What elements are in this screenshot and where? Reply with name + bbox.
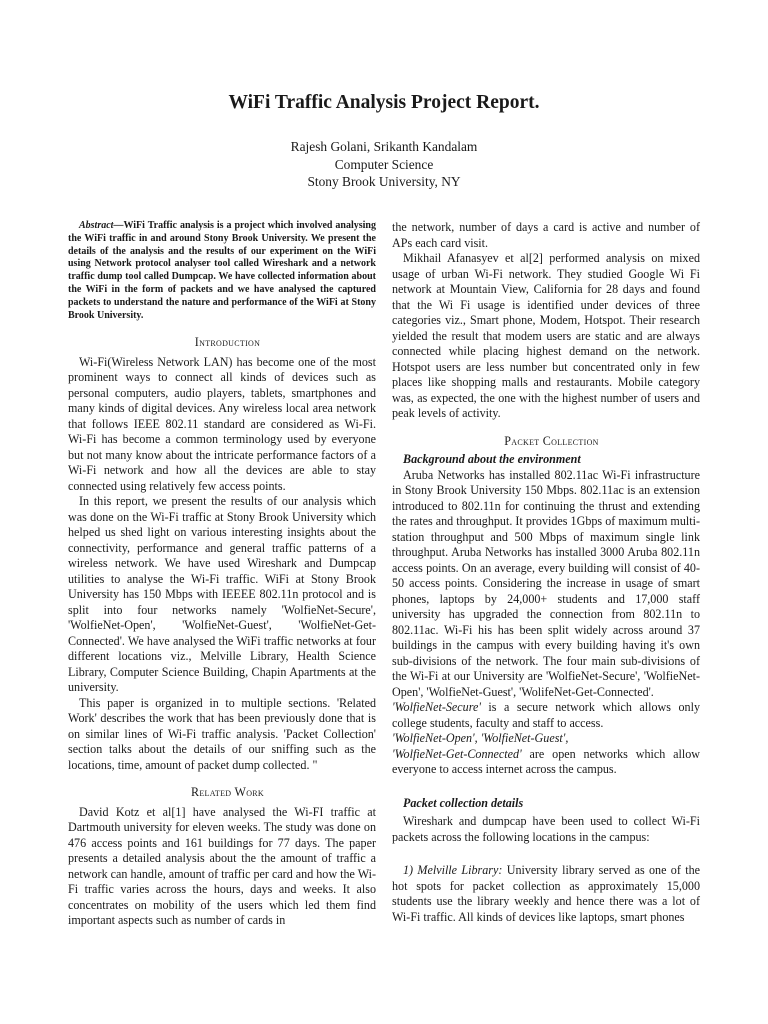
open-network-description (392, 747, 700, 778)
intro-paragraph-1: Wi-Fi(Wireless Network LAN) has become one of the most prominent ways to connect all kinds of devices such as personal computers, audio players, tablets, smartphones and many kinds of digital devices. Any wireless local area network that follows IEEE 802.11 standard are considered as Wi-Fi. Wi-Fi has become a common terminology used by everyone but not many know about the intricate performance factors of a Wi-Fi network and how all the devices are able to stay connected using relatively few access points. (68, 354, 376, 493)
author-names: Rajesh Golani, Srikanth Kandalam (290, 139, 478, 154)
section-heading-introduction: Introduction (194, 335, 261, 350)
subsection-heading-collection-details: Packet collection details (403, 795, 524, 810)
abstract-text: WiFi Traffic analysis is a project which involved analysing the WiFi traffic in and around Stony Brook University. We present the details of the analysis and the results of our experiment on the WiFi using Network protocol analyser tool called Wireshark and a network traffic dump tool called Dumpcap. We have collected information about the WiFi in the form of packets and we have analysed the captured packets to understand the nature and performance of the WiFi at Stony Brook University. (68, 220, 376, 321)
section-heading-related-work: Related Work (191, 785, 264, 800)
secure-network-text: is a secure network which allows only college students, faculty and staff to access. (392, 700, 700, 730)
abstract-label: Abstract— (79, 220, 124, 231)
section-heading-packet-collection: Packet Collection (504, 433, 599, 448)
intro-paragraph-3: This paper is organized in to multiple sections. 'Related Work' describes the work that has been previously done that is on similar lines of Wi-Fi traffic analysis. 'Packet Collection' section talks about the details of our sniffing such as the locations, time, amount of packet dump collected. " (68, 695, 376, 772)
author-institution: Stony Brook University, NY (307, 174, 461, 189)
paper-title: WiFi Traffic Analysis Project Report. (228, 92, 540, 113)
location-item-1 (392, 863, 700, 925)
intro-paragraph-2: In this report, we present the results of our analysis which was done on the Wi-Fi traffic at Stony Brook University which helped us shed light on various interesting insights about the connectivity, performance and general traffic patterns of a wireless network. We have used Wireshark and Dumpcap utilities to analyse the Wi-Fi traffic. WiFi at Stony Brook University has 150 Mbps with IEEEE 802.11n protocol and is split into four networks namely 'WolfieNet-Secure', 'WolfieNet-Open', 'WolfieNet-Guest', 'WolfieNet-Get-Connected'. We have analysed the WiFi traffic networks at four different locations viz., Melville Library, Health Science Library, Computer Science Building, Chapin Apartments at the university. (68, 494, 376, 695)
left-column (68, 220, 376, 929)
open-network-names-1: 'WolfieNet-Open', 'WolfieNet-Guest', (392, 731, 569, 745)
location-item-1-text: University library served as one of the hot spots for packet collection as approximately 15,000 students use the library weekly and hence there was a lot of Wi-Fi traffic. All kinds of devices like laptops, smart phones (392, 863, 700, 924)
collection-details-paragraph: Wireshark and dumpcap have been used to collect Wi-Fi packets across the following locations in the campus: (392, 814, 700, 844)
location-item-1-label: Melville Library: (417, 863, 503, 877)
right-column (392, 220, 700, 925)
open-network-text: are open networks which allow everyone to access internet across the campus. (392, 746, 700, 776)
location-item-1-number: 1) (403, 863, 414, 877)
secure-network-name: 'WolfieNet-Secure' (392, 700, 481, 714)
related-work-paragraph-1: David Kotz et al[1] have analysed the Wi-FI traffic at Dartmouth university for eleven weeks. The study was done on 476 access points and 161 buildings for 77 days. The paper presents a detailed analysis about the the amount of traffic a network can handle, amount of traffic per card and how the Wi-Fi traffic varies across the hours, days and weeks. It also concentrates on mobility of the users which led them find important aspects such as number of cards in (68, 804, 377, 928)
subsection-heading-environment: Background about the environment (403, 452, 581, 466)
related-work-paragraph-1-continued: the network, number of days a card is active and number of APs each card visit. (392, 220, 700, 250)
open-network-names-line (392, 731, 700, 747)
environment-paragraph: Aruba Networks has installed 802.11ac Wi-Fi infrastructure in Stony Brook University 150 Mbps. 802.11ac is an extension introduced to 802.11n for continuing the thrust and extending the rates and throughput. It provides 1Gbps of maximum multi-station throughput and 500 Mbps of maximum single link throughput. Aruba Networks has installed 3000 Aruba 802.11n access points. On an average, every building will consist of 40-50 access points. Considering the increase in usage of smart phones, laptops by 24,000+ students and 17,000 staff university has upgraded the connection from 802.11n to 802.11ac. Wi-Fi his has been split widely across around 37 buildings in the campus with every building having it's own sub-divisions of the network. The four main sub-divisions of the Wi-Fi at our University are 'WolfieNet-Secure', 'WolfieNet-Open', 'WolfieNet-Guest', 'WolifeNet-Get-Connected'. (392, 467, 700, 699)
secure-network-description (392, 700, 700, 731)
open-network-names-2: 'WolfieNet-Get-Connected' (392, 746, 522, 761)
abstract (68, 220, 376, 322)
author-department: Computer Science (334, 156, 434, 172)
author-block (0, 138, 768, 191)
related-work-paragraph-2: Mikhail Afanasyev et al[2] performed analysis on mixed usage of urban Wi-Fi network. They studied Google Wi Fi network at Mountain View, California for 28 days and found that the Wi Fi usage is identified under devices of three categories viz., Smart phone, Modem, Hotspot. Their research yielded the result that modem users are static and are always connected while placing highest demand on the network. Hotspot users are less number but concentrated only in few places like shopping malls and restaurants. Mobile category was, as expected, the one with the highest number of users and peak levels of activity. (392, 251, 700, 420)
